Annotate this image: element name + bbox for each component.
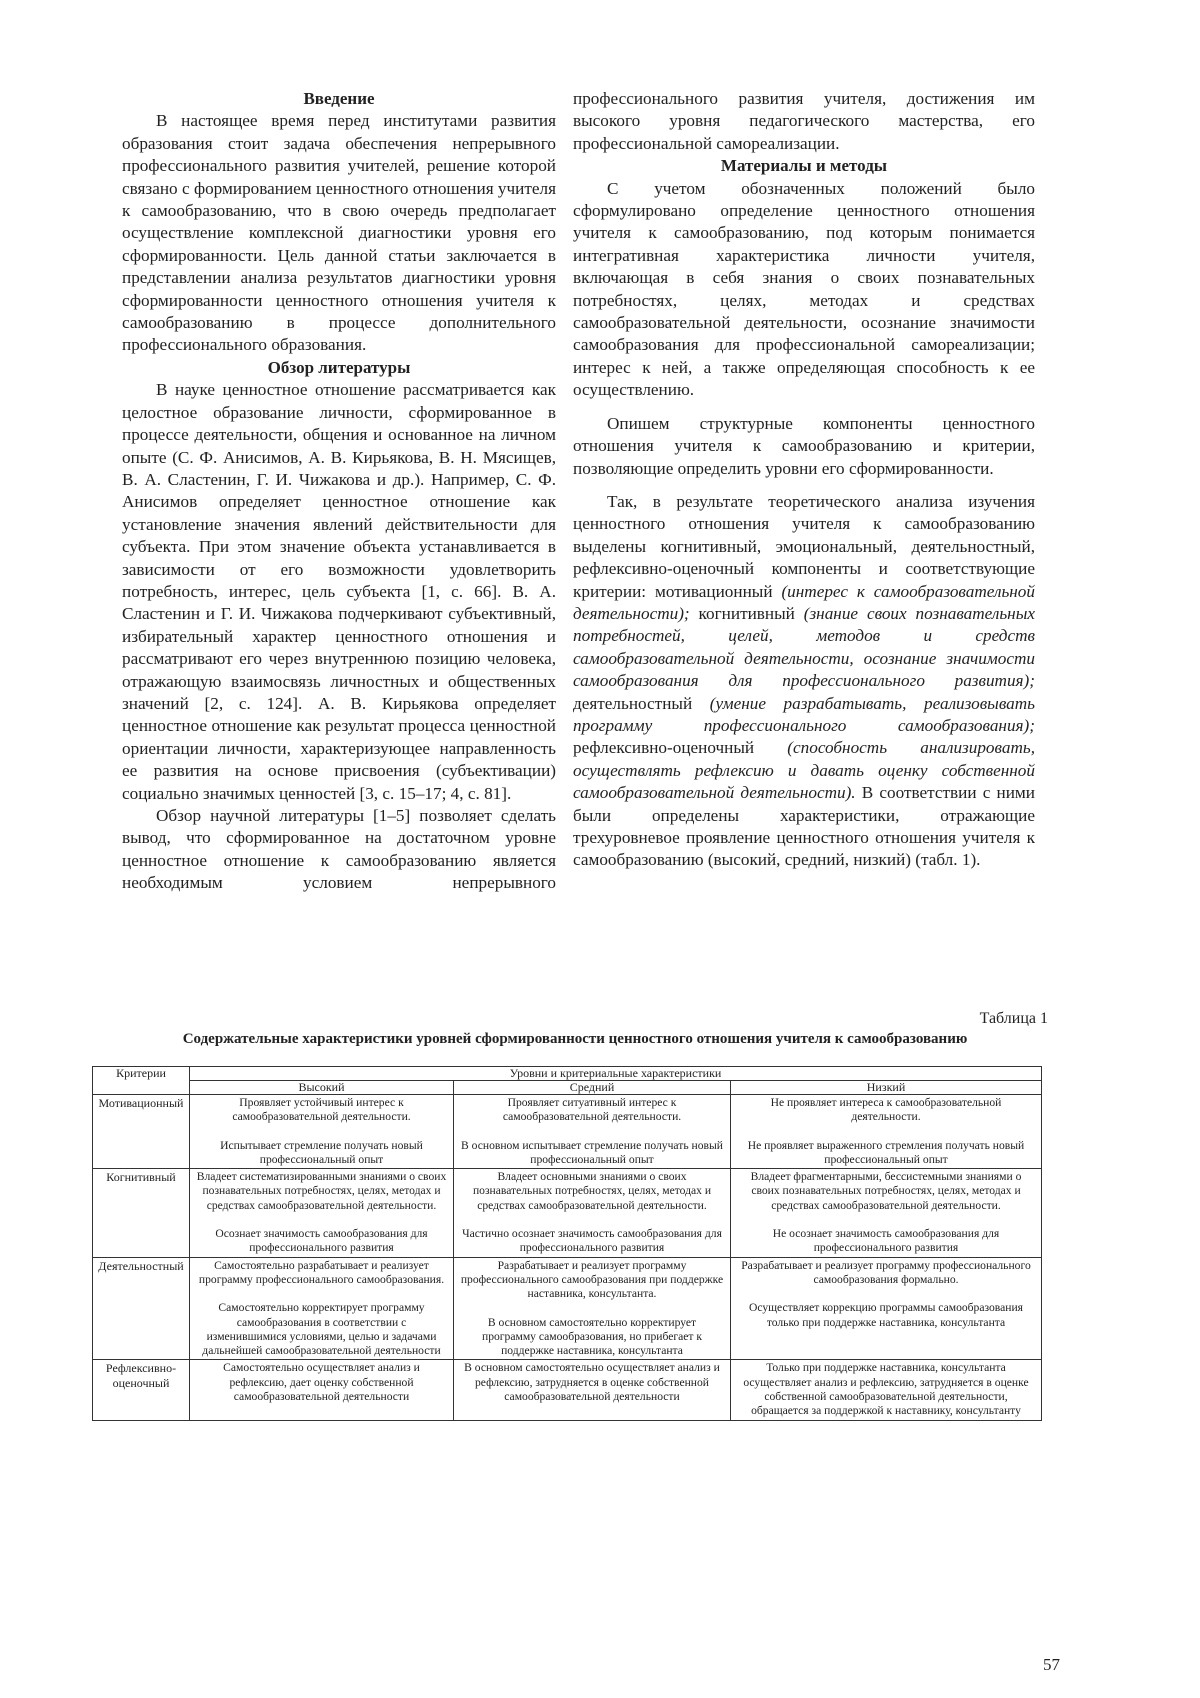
level-cell — [731, 1257, 1042, 1360]
cell-text: Владеет систематизированными знаниями о своих познавательных потребностях, целях, методах и средствах самообразовательной деятельности. — [196, 1170, 447, 1212]
criterion-cell: Когнитивный — [93, 1169, 190, 1257]
table-row — [93, 1360, 1042, 1420]
cell-text: Самостоятельно корректирует программу самообразования в соответствии с изменившимися условиями, целью и задачами дальнейшей самообразовательной деятельности — [202, 1301, 441, 1358]
italic-segment: (интерес к самообразовательной деятельности); — [573, 581, 1035, 623]
criterion-cell: Деятельностный — [93, 1257, 190, 1360]
cell-text: В основном испытывает стремление получать новый профессиональный опыт — [461, 1138, 723, 1166]
cell-text: В основном самостоятельно осуществляет анализ и рефлексию, затрудняется в оценке собственной самообразовательной деятельности — [464, 1361, 720, 1404]
criterion-cell: Мотивационный — [93, 1095, 190, 1169]
text-segment: деятельностный — [573, 693, 710, 713]
methods-paragraph-3 — [573, 491, 1035, 872]
level-cell — [731, 1360, 1042, 1420]
header-medium: Средний — [454, 1081, 731, 1095]
text-segment: рефлексивно-оценочный — [573, 738, 788, 758]
cell-text: Разрабатывает и реализует программу профессионального самообразования формально. — [741, 1258, 1031, 1286]
level-cell — [454, 1257, 731, 1360]
left-column — [122, 88, 556, 895]
header-levels: Уровни и критериальные характеристики — [190, 1067, 1042, 1081]
intro-paragraph: В настоящее время перед институтами развития образования стоит задача обеспечения непрерывного профессионального развития учителей, решение которой связано с формированием ценностного отношения учителя к самообразованию, что в свою очередь предполагает осуществление комплексной диагностики уровня его сформированности. Цель данной статьи заключается в представлении анализа результатов диагностики уровня сформированности ценностного отношения учителя к самообразованию в процессе дополнительного профессионального образования. — [122, 111, 556, 355]
italic-segment: (знание своих познавательных потребностей, целей, методов и средств самообразовательной деятельности, осознание значимости самообразования для профессионального развития); — [573, 603, 1035, 691]
cell-text: Разрабатывает и реализует программу профессионального самообразования при поддержке наставника, консультанта. — [460, 1258, 724, 1301]
levels-table — [92, 1066, 1042, 1421]
cell-text: Не осознает значимость самообразования для профессионального развития — [772, 1227, 1000, 1255]
level-cell — [454, 1169, 731, 1257]
review-paragraph-2: Обзор научной литературы [1–5] позволяет сделать вывод, что сформированное на достаточном уровне ценностное отношение к самообразованию является необходимым условием непрерывного — [122, 806, 556, 893]
criterion-cell: Рефлексивно-оценочный — [93, 1360, 190, 1420]
methods-paragraph-2: Опишем структурные компоненты ценностного отношения учителя к самообразованию и критерии, позволяющие определить уровни его сформированности. — [573, 413, 1035, 478]
cell-text: Осознает значимость самообразования для профессионального развития — [215, 1227, 428, 1255]
cell-text: В основном самостоятельно корректирует программу самообразования, но прибегает к поддержке наставника, консультанта — [481, 1315, 703, 1358]
cell-text: Владеет основными знаниями о своих познавательных потребностях, целях, методах и средствах самообразовательной деятельности. — [472, 1170, 712, 1212]
level-cell — [190, 1360, 454, 1420]
cell-text: Проявляет устойчивый интерес к самообразовательной деятельности. — [232, 1096, 411, 1124]
page-number: 57 — [1043, 1655, 1060, 1674]
level-cell — [454, 1360, 731, 1420]
table-row — [93, 1095, 1042, 1169]
methods-paragraph-1: С учетом обозначенных положений было сформулировано определение ценностного отношения учителя к самообразованию, под которым понимается интегративная характеристика личности учителя, включающая в себя знания о своих познавательных потребностях, целях, методах и средствах самообразовательной деятельности, осознание значимости самообразования для профессиональной самореализации; интерес к ней, а также определяющая способность к ее осуществлению. — [573, 178, 1035, 400]
header-low: Низкий — [731, 1081, 1042, 1095]
level-cell — [190, 1257, 454, 1360]
italic-segment: (умение разрабатывать, реализовывать программу профессионального самообразования); — [573, 693, 1035, 735]
level-cell — [731, 1169, 1042, 1257]
cell-text: Не проявляет выраженного стремления получать новый профессиональный опыт — [747, 1138, 1025, 1166]
level-cell — [454, 1095, 731, 1169]
cell-text: Только при поддержке наставника, консультанта осуществляет анализ и рефлексию, затрудняется в оценке собственной самообразовательной деятельности, обращается за поддержкой к наставнику, консультанту — [743, 1361, 1029, 1418]
table-row — [93, 1257, 1042, 1360]
level-cell — [190, 1095, 454, 1169]
methods-heading: Материалы и методы — [720, 156, 888, 176]
cell-text: Владеет фрагментарными, бессистемными знаниями о своих познавательных потребностях, целях, методах и средствах самообразовательной деятельности. — [750, 1170, 1022, 1212]
text-segment: В соответствии с ними были определены характеристики, отражающие трехуровневое проявление ценностного отношения учителя к самообразованию (высокий, средний, низкий) (табл. 1). — [573, 783, 1036, 870]
cell-text: Самостоятельно осуществляет анализ и рефлексию, дает оценку собственной самообразовательной деятельности — [223, 1361, 420, 1404]
cell-text: Осуществляет коррекцию программы самообразования только при поддержке наставника, консультанта — [748, 1301, 1024, 1329]
header-high: Высокий — [190, 1081, 454, 1095]
cell-text: Самостоятельно разрабатывает и реализует программу профессионального самообразования. — [198, 1258, 445, 1286]
table-title: Содержательные характеристики уровней сформированности ценностного отношения учителя к самообразованию — [182, 1031, 968, 1047]
level-cell — [190, 1169, 454, 1257]
cell-text: Частично осознает значимость самообразования для профессионального развития — [462, 1227, 722, 1255]
cell-text: Испытывает стремление получать новый профессиональный опыт — [220, 1138, 423, 1166]
review-heading: Обзор литературы — [267, 357, 411, 377]
level-cell — [731, 1095, 1042, 1169]
table-label: Таблица 1 — [979, 1010, 1048, 1027]
text-segment: когнитивный — [689, 603, 804, 623]
cell-text: Не проявляет интереса к самообразовательной деятельности. — [770, 1096, 1002, 1124]
review-paragraph-1: В науке ценностное отношение рассматривается как целостное образование личности, сформированное в процессе деятельности, общения и основанное на личном опыте (С. Ф. Анисимов, А. В. Кирьякова, В. Н. Мясищев, В. А. Сластенин, Г. И. Чижакова и др.). Например, С. Ф. Анисимов определяет ценностное отношение как установление значения явлений действительности для субъекта. При этом значение объекта устанавливается в зависимости от его возможности удовлетворить потребность, интерес, цель субъекта [1, с. 66]. В. А. Сластенин и Г. И. Чижакова подчеркивают субъективный, избирательный характер ценностного отношения и рассматривают его через внутреннюю позицию человека, отражающую взаимосвязь личностных и общественных значений [2, с. 124]. А. В. Кирьякова определяет ценностное отношение как результат процесса ценностной ориентации личности, характеризующее направленность ее развития на основе присвоения (субъективации) социально значимых ценностей [3, с. 15–17; 4, с. 81]. — [122, 380, 556, 803]
right-column — [573, 88, 1035, 872]
header-criteria: Критерии — [93, 1067, 190, 1095]
table-row — [93, 1169, 1042, 1257]
text-segment: Так, в результате теоретического анализа изучения ценностного отношения учителя к самообразованию выделены когнитивный, эмоциональный, деятельностный, рефлексивно-оценочный компоненты и соответствующие критерии: мотивационный — [573, 491, 1035, 601]
continued-paragraph: профессионального развития учителя, достижения им высокого уровня педагогического мастерства, его профессиональной самореализации. — [573, 89, 1035, 153]
cell-text: Проявляет ситуативный интерес к самообразовательной деятельности. — [502, 1096, 682, 1124]
italic-segment: (способность анализировать, осуществлять рефлексию и давать оценку собственной самообразовательной деятельности). — [573, 738, 1035, 803]
intro-heading: Введение — [303, 89, 375, 108]
